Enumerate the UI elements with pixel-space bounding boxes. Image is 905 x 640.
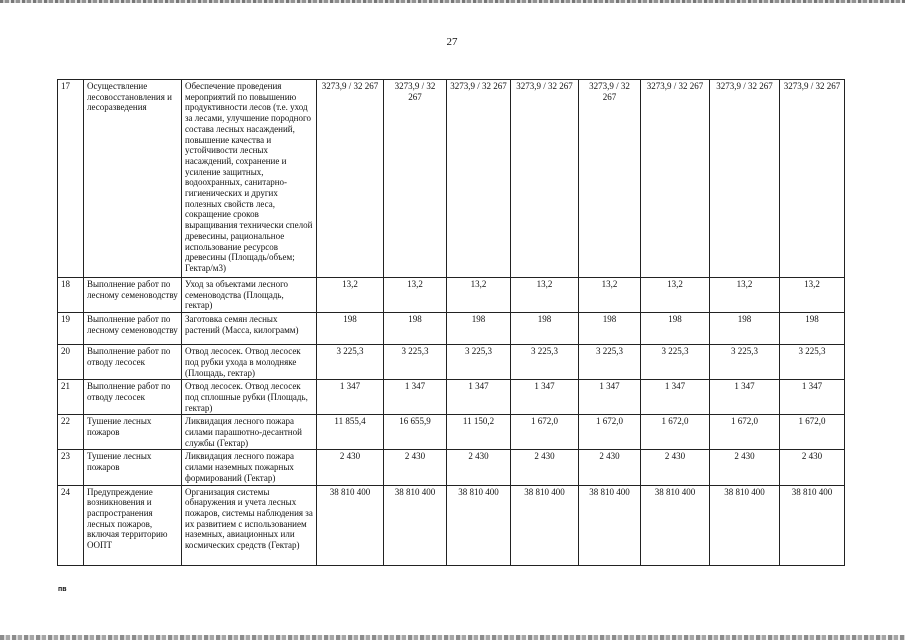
value-cell: 38 810 400	[579, 485, 641, 565]
value-cell: 13,2	[511, 278, 579, 313]
activity-cell: Предупреждение возникновения и распространения лесных пожаров, включая территорию ООПТ	[84, 485, 182, 565]
measure-cell: Организация системы обнаружения и учета лесных пожаров, системы наблюдения за их развитием с использованием наземных, авиационных или космических средств (Гектар)	[182, 485, 317, 565]
value-cell: 2 430	[710, 450, 780, 485]
value-cell: 13,2	[710, 278, 780, 313]
value-cell: 3 225,3	[579, 345, 641, 380]
table-row	[58, 278, 845, 313]
table-row	[58, 345, 845, 380]
value-cell: 1 672,0	[641, 415, 710, 450]
value-cell: 1 347	[317, 380, 384, 415]
measure-cell: Ликвидация лесного пожара силами наземных пожарных формирований (Гектар)	[182, 450, 317, 485]
value-cell: 198	[780, 313, 845, 345]
row-number-cell: 21	[58, 380, 84, 415]
value-cell: 1 347	[780, 380, 845, 415]
value-cell: 3273,9 / 32 267	[641, 80, 710, 278]
value-cell: 11 150,2	[447, 415, 511, 450]
value-cell: 2 430	[641, 450, 710, 485]
activity-cell: Выполнение работ по лесному семеноводству	[84, 278, 182, 313]
value-cell: 198	[447, 313, 511, 345]
value-cell: 1 347	[710, 380, 780, 415]
value-cell: 3273,9 / 32 267	[317, 80, 384, 278]
value-cell: 38 810 400	[317, 485, 384, 565]
value-cell: 1 347	[447, 380, 511, 415]
value-cell: 2 430	[511, 450, 579, 485]
measure-cell: Отвод лесосек. Отвод лесосек под сплошные рубки (Площадь, гектар)	[182, 380, 317, 415]
row-number-cell: 23	[58, 450, 84, 485]
value-cell: 198	[710, 313, 780, 345]
value-cell: 2 430	[384, 450, 447, 485]
value-cell: 1 347	[384, 380, 447, 415]
activity-cell: Выполнение работ по отводу лесосек	[84, 345, 182, 380]
value-cell: 1 672,0	[579, 415, 641, 450]
value-cell: 38 810 400	[780, 485, 845, 565]
row-number-cell: 17	[58, 80, 84, 278]
table-row	[58, 485, 845, 565]
value-cell: 198	[641, 313, 710, 345]
value-cell: 3273,9 / 32 267	[710, 80, 780, 278]
value-cell: 3 225,3	[317, 345, 384, 380]
value-cell: 3273,9 / 32 267	[511, 80, 579, 278]
table-row	[58, 80, 845, 278]
value-cell: 3273,9 / 32 267	[447, 80, 511, 278]
row-number-cell: 18	[58, 278, 84, 313]
forestry-table	[57, 79, 845, 566]
value-cell: 13,2	[447, 278, 511, 313]
value-cell: 3273,9 / 32 267	[579, 80, 641, 278]
value-cell: 1 347	[579, 380, 641, 415]
value-cell: 1 672,0	[780, 415, 845, 450]
value-cell: 13,2	[317, 278, 384, 313]
value-cell: 38 810 400	[641, 485, 710, 565]
value-cell: 3273,9 / 32 267	[384, 80, 447, 278]
activity-cell: Тушение лесных пожаров	[84, 415, 182, 450]
value-cell: 198	[317, 313, 384, 345]
table-row	[58, 313, 845, 345]
measure-cell: Отвод лесосек. Отвод лесосек под рубки ухода в молодняке (Площадь, гектар)	[182, 345, 317, 380]
row-number-cell: 19	[58, 313, 84, 345]
value-cell: 13,2	[579, 278, 641, 313]
value-cell: 198	[384, 313, 447, 345]
table-row	[58, 415, 845, 450]
value-cell: 1 347	[511, 380, 579, 415]
value-cell: 13,2	[384, 278, 447, 313]
table-row	[58, 380, 845, 415]
value-cell: 3 225,3	[447, 345, 511, 380]
value-cell: 3 225,3	[641, 345, 710, 380]
activity-cell: Выполнение работ по лесному семеноводству	[84, 313, 182, 345]
value-cell: 38 810 400	[447, 485, 511, 565]
value-cell: 1 347	[641, 380, 710, 415]
value-cell: 38 810 400	[710, 485, 780, 565]
page-number: 27	[446, 36, 458, 48]
value-cell: 2 430	[447, 450, 511, 485]
row-number-cell: 20	[58, 345, 84, 380]
value-cell: 3 225,3	[511, 345, 579, 380]
measure-cell: Обеспечение проведения мероприятий по повышению продуктивности лесов (т.е. уход за лесами, улучшение породного состава лесных насаждений, повышение качества и устойчивости лесных насаждений, сохранение и усиление защитных, водоохранных, санитарно-гигиенических и других полезных свойств леса, сокращение сроков выращивания технически спелой древесины, рациональное использование ресурсов древесины (Площадь/объем; Гектар/м3)	[182, 80, 317, 278]
value-cell: 3 225,3	[780, 345, 845, 380]
value-cell: 2 430	[579, 450, 641, 485]
value-cell: 2 430	[780, 450, 845, 485]
value-cell: 16 655,9	[384, 415, 447, 450]
value-cell: 11 855,4	[317, 415, 384, 450]
value-cell: 13,2	[780, 278, 845, 313]
value-cell: 2 430	[317, 450, 384, 485]
scan-edge-top	[0, 0, 905, 3]
table-row	[58, 450, 845, 485]
value-cell: 3 225,3	[384, 345, 447, 380]
value-cell: 198	[579, 313, 641, 345]
activity-cell: Тушение лесных пожаров	[84, 450, 182, 485]
value-cell: 13,2	[641, 278, 710, 313]
measure-cell: Уход за объектами лесного семеноводства (Площадь, гектар)	[182, 278, 317, 313]
row-number-cell: 22	[58, 415, 84, 450]
value-cell: 38 810 400	[384, 485, 447, 565]
measure-cell: Заготовка семян лесных растений (Масса, килограмм)	[182, 313, 317, 345]
activity-cell: Осуществление лесовосстановления и лесоразведения	[84, 80, 182, 278]
activity-cell: Выполнение работ по отводу лесосек	[84, 380, 182, 415]
value-cell: 198	[511, 313, 579, 345]
scan-edge-bottom	[0, 635, 905, 640]
value-cell: 3273,9 / 32 267	[780, 80, 845, 278]
value-cell: 1 672,0	[511, 415, 579, 450]
measure-cell: Ликвидация лесного пожара силами парашютно-десантной службы (Гектар)	[182, 415, 317, 450]
row-number-cell: 24	[58, 485, 84, 565]
value-cell: 1 672,0	[710, 415, 780, 450]
value-cell: 38 810 400	[511, 485, 579, 565]
footer-mark: пв	[58, 586, 67, 593]
value-cell: 3 225,3	[710, 345, 780, 380]
